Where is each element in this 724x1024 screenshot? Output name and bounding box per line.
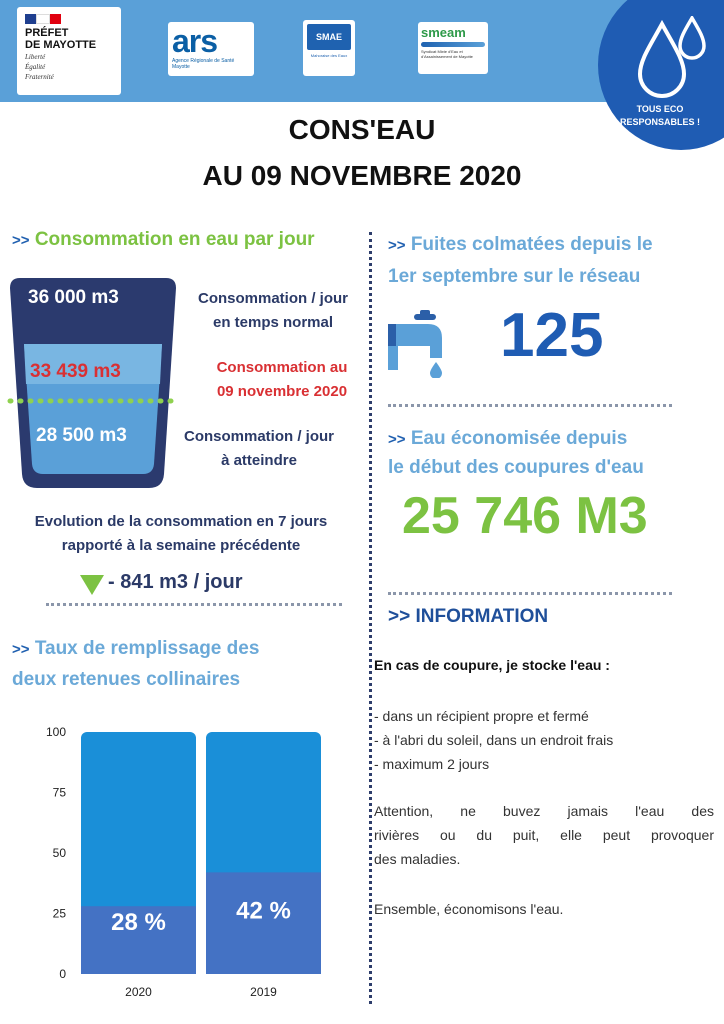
data-label: 42 % [236, 897, 291, 925]
leaks-heading-1: Fuites colmatées depuis le [410, 234, 653, 255]
label-current [182, 356, 382, 404]
prefet-logo [17, 7, 121, 95]
evolution-line1: Evolution de la consommation en 7 jours [34, 513, 328, 530]
label-current-2: 09 novembre 2020 [216, 383, 348, 400]
arrow-icon: >> [388, 237, 406, 254]
arrow-icon: >> [12, 232, 30, 249]
leaks-heading [388, 229, 653, 292]
motto-1: Liberté [25, 53, 46, 61]
prefet-line2: DE MAYOTTE [25, 39, 97, 51]
leaks-value: 125 [500, 301, 604, 370]
label-target-2: à atteindre [221, 452, 297, 469]
arrow-icon: >> [12, 641, 30, 658]
smae-logo [303, 20, 355, 76]
vertical-divider [369, 232, 372, 1004]
label-normal-1: Consommation / jour [198, 290, 348, 307]
saved-heading-2: le début des coupures d'eau [388, 457, 644, 478]
arrow-icon: >> [388, 431, 406, 448]
y-tick-label: 75 [52, 785, 66, 800]
page-title-line1: CONS'EAU [288, 114, 436, 145]
closing-text: Ensemble, économisons l'eau. [374, 901, 564, 917]
motto-3: Fraternité [25, 73, 54, 81]
fill-heading [12, 634, 259, 695]
saved-heading [388, 425, 644, 482]
evolution-value: - 841 m3 / jour [108, 571, 243, 593]
y-tick-label: 0 [59, 967, 66, 981]
label-normal-2: en temps normal [212, 314, 334, 331]
tank-normal-value: 36 000 m3 [28, 287, 119, 308]
smeam-logo [418, 22, 488, 74]
right-divider-2 [388, 592, 672, 595]
label-normal [182, 287, 364, 335]
badge-line1: TOUS ECO [636, 104, 684, 114]
tank-target-value: 28 500 m3 [36, 425, 127, 446]
label-target-1: Consommation / jour [184, 428, 334, 445]
arrow-icon: >> [388, 606, 411, 627]
motto-2: Égalité [25, 63, 46, 71]
wave-icon [421, 42, 485, 47]
saved-value: 25 746 M3 [402, 487, 648, 545]
warning-line2: rivières ou du puit, elle peut provoquer [374, 827, 714, 843]
fill-heading-2: deux retenues collinaires [12, 669, 241, 690]
data-label: 28 % [111, 909, 166, 937]
warning-line3: des maladies. [374, 851, 461, 867]
leaks-heading-2: 1er septembre sur le réseau [388, 266, 641, 287]
badge-line2: RESPONSABLES ! [619, 117, 700, 127]
faucet-icon [386, 308, 456, 378]
french-flag-icon [25, 14, 61, 24]
fill-rate-chart [36, 720, 336, 1010]
x-tick-label: 2020 [125, 985, 152, 999]
left-divider [46, 603, 342, 606]
prefet-line1: PRÉFET [25, 27, 69, 39]
ars-sub1: Agence Régionale de Santé [172, 58, 235, 64]
water-drops-icon [632, 16, 708, 102]
fill-heading-1: Taux de remplissage des [34, 638, 260, 659]
evolution-text [6, 510, 356, 558]
conso-heading [12, 229, 315, 251]
x-tick-label: 2019 [250, 985, 277, 999]
ars-name: ars [172, 23, 218, 59]
info-list [374, 704, 714, 776]
smeam-name: smeam [421, 25, 466, 40]
smeam-sub: Syndicat Mixte d'Eau et d'Assainissement de Mayotte [421, 49, 473, 59]
smae-name: SMAE [307, 24, 351, 50]
y-tick-label: 25 [52, 906, 66, 921]
y-tick-label: 50 [52, 846, 66, 860]
label-current-1: Consommation au [216, 359, 348, 376]
down-triangle-icon [80, 573, 104, 595]
info-intro: En cas de coupure, je stocke l'eau : [374, 657, 610, 673]
label-target [166, 425, 352, 473]
ars-logo [168, 22, 254, 76]
evolution-line2: rapporté à la semaine précédente [61, 537, 301, 554]
info-heading-text: INFORMATION [415, 606, 549, 627]
info-item: - à l'abri du soleil, dans un endroit frais [374, 732, 614, 748]
warning-text [374, 799, 714, 871]
warning-line1: Attention, ne buvez jamais l'eau des [374, 803, 714, 819]
info-item: - dans un récipient propre et fermé [374, 708, 589, 724]
y-tick-label: 100 [45, 725, 66, 739]
saved-heading-1: Eau économisée depuis [410, 428, 628, 449]
tank-current-value: 33 439 m3 [30, 361, 121, 382]
conso-heading-text: Consommation en eau par jour [34, 229, 315, 250]
info-heading [388, 606, 548, 628]
page-title-line2: AU 09 NOVEMBRE 2020 [202, 160, 522, 191]
info-item: - maximum 2 jours [374, 756, 490, 772]
ars-sub2: Mayotte [172, 64, 190, 70]
right-divider-1 [388, 404, 672, 407]
smae-sub: Mahoraise des Eaux [310, 53, 348, 58]
